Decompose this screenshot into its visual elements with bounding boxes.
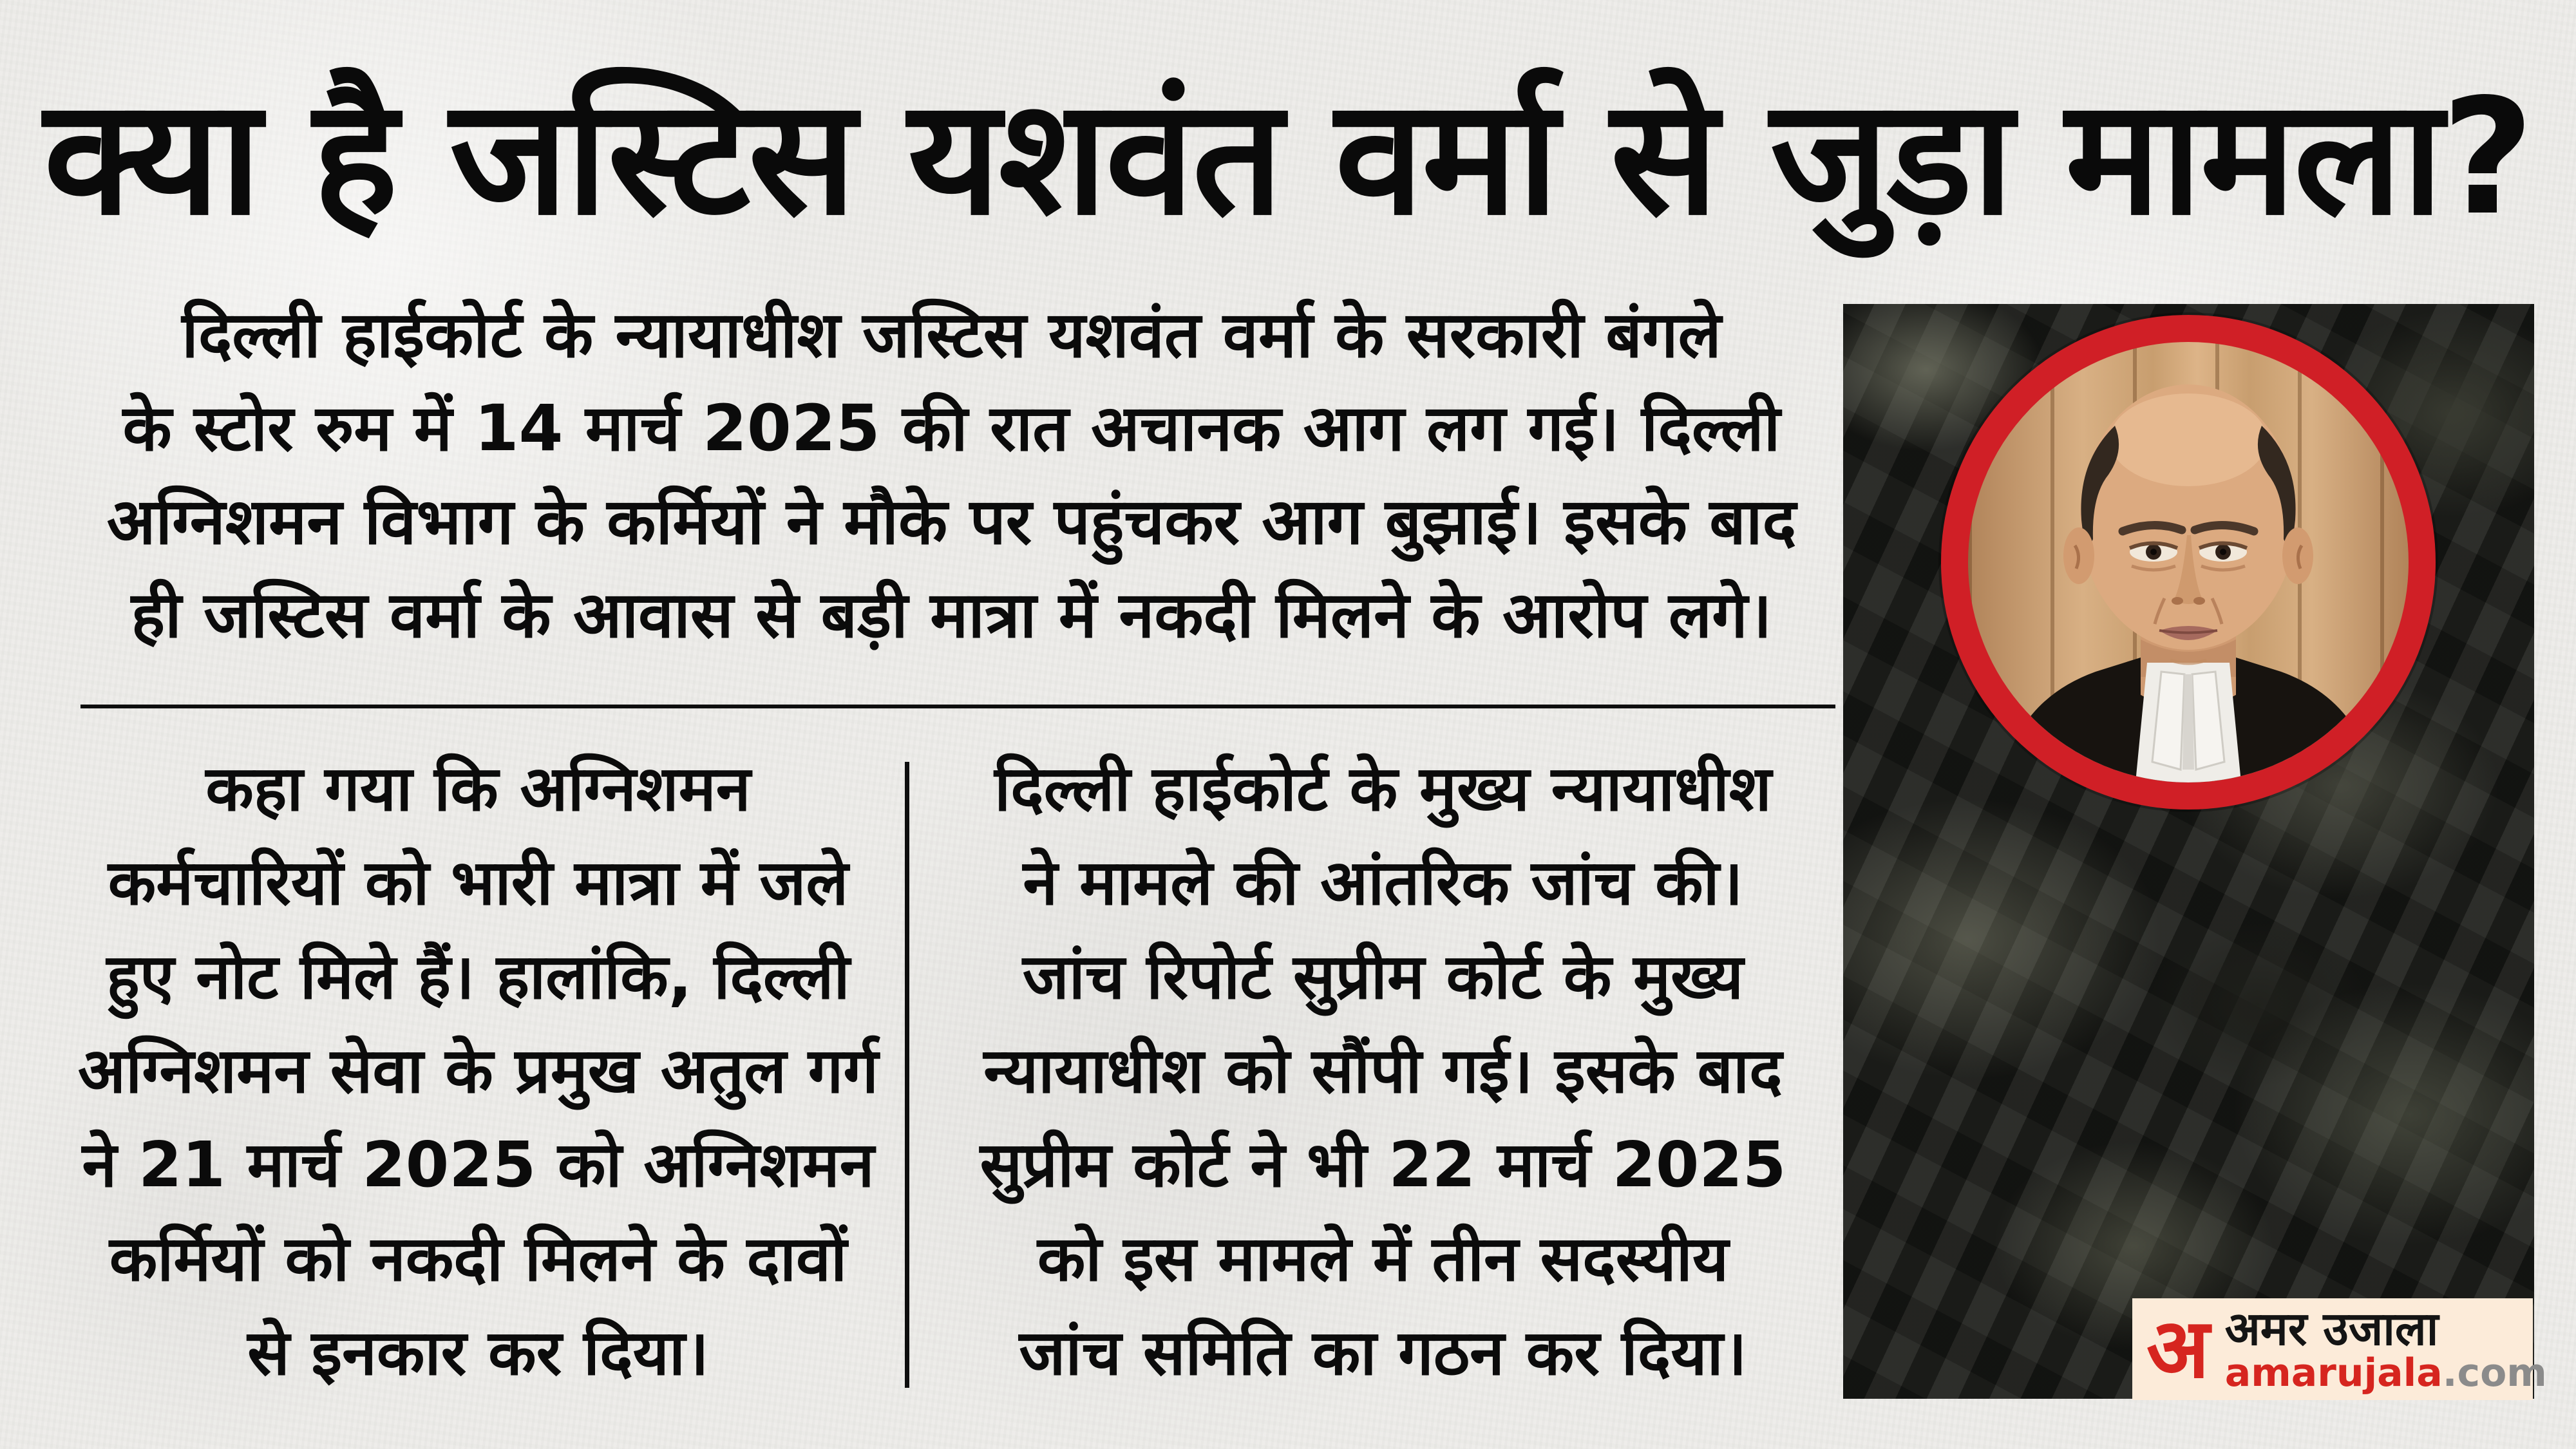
right-column-line: ने मामले की आंतरिक जांच की। [1023, 846, 1743, 919]
judge-portrait [1941, 315, 2436, 810]
left-column-text [64, 742, 892, 1400]
intro-line: दिल्ली हाईकोर्ट के न्यायाधीश जस्टिस यशवंत वर्मा के सरकारी बंगले [182, 298, 1721, 372]
intro-paragraph [77, 289, 1826, 662]
right-column-line: दिल्ली हाईकोर्ट के मुख्य न्यायाधीश [994, 752, 1772, 825]
right-column-line: सुप्रीम कोर्ट ने भी 22 मार्च 2025 [980, 1128, 1786, 1201]
logo-domain-tld: .com [2442, 1350, 2547, 1396]
amar-ujala-logo-text [2224, 1301, 2547, 1396]
intro-line: अग्निशमन विभाग के कर्मियों ने मौके पर पहुंचकर आग बुझाई। इसके बाद [106, 485, 1797, 559]
page-title: क्या है जस्टिस यशवंत वर्मा से जुड़ा मामला? [44, 65, 2532, 251]
amar-ujala-logo [2132, 1298, 2547, 1400]
left-column-line: अग्निशमन सेवा के प्रमुख अतुल गर्ग [77, 1034, 879, 1107]
amar-ujala-logo-mark: अ [2146, 1301, 2210, 1397]
right-column-line: को इस मामले में तीन सदस्यीय [1037, 1222, 1729, 1295]
right-column-line: जांच समिति का गठन कर दिया। [1019, 1316, 1747, 1389]
left-column-line: से इनकार कर दिया। [247, 1316, 709, 1389]
right-column-text [937, 742, 1829, 1400]
logo-domain-name: amarujala [2224, 1350, 2443, 1396]
intro-line: के स्टोर रुम में 14 मार्च 2025 की रात अचानक आग लग गई। दिल्ली [122, 392, 1781, 466]
vertical-divider [905, 762, 909, 1388]
left-column-line: ने 21 मार्च 2025 को अग्निशमन [82, 1128, 875, 1201]
left-column-line: हुए नोट मिले हैं। हालांकि, दिल्ली [106, 940, 850, 1013]
judge-face-illustration [1968, 342, 2409, 782]
left-column-line: कहा गया कि अग्निशमन [205, 752, 751, 825]
logo-domain [2224, 1350, 2547, 1396]
left-column-line: कर्मियों को नकदी मिलने के दावों [109, 1222, 848, 1295]
left-column-line: कर्मचारियों को भारी मात्रा में जले [108, 846, 849, 919]
right-column-line: न्यायाधीश को सौंपी गई। इसके बाद [983, 1034, 1783, 1107]
burnt-cash-photo [1843, 304, 2534, 1399]
intro-line: ही जस्टिस वर्मा के आवास से बड़ी मात्रा में नकदी मिलने के आरोप लगे। [131, 578, 1772, 652]
horizontal-divider [80, 705, 1835, 708]
logo-brand-name: अमर उजाला [2224, 1301, 2439, 1356]
right-column-line: जांच रिपोर्ट सुप्रीम कोर्ट के मुख्य [1022, 940, 1744, 1013]
